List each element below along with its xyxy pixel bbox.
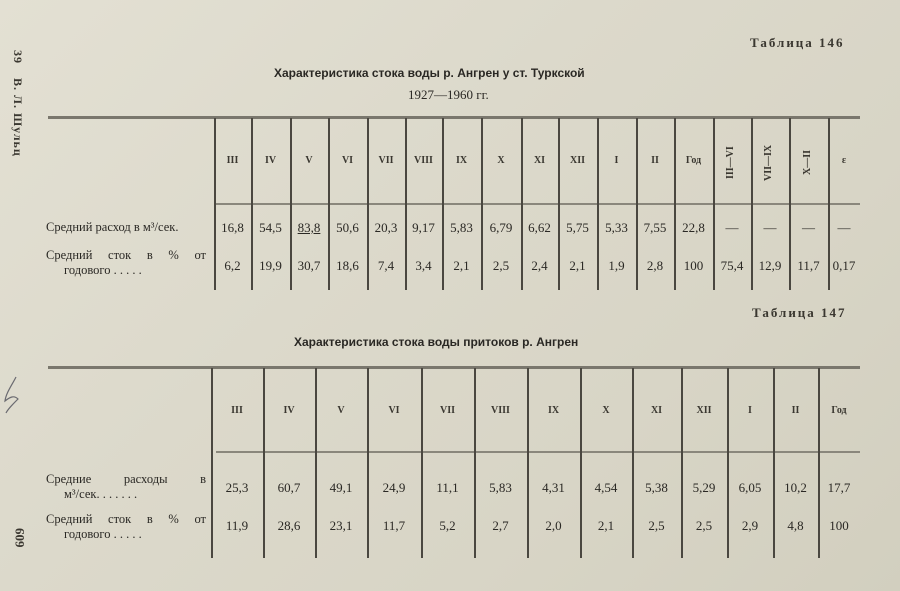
table-cell: 12,9	[758, 258, 782, 273]
column-header: XI	[533, 155, 546, 166]
table-cell: 54,5	[259, 220, 282, 235]
table-cell: 3,4	[415, 258, 432, 273]
column-header: Год	[831, 405, 847, 416]
table-cell: 11,7	[797, 258, 820, 273]
table-146-title: Характеристика стока воды р. Ангрен у ст. Туркской	[274, 66, 585, 80]
table-147-title: Характеристика стока воды притоков р. Ангрен	[294, 335, 579, 349]
table-cell: 28,6	[277, 518, 301, 533]
table-cell: 60,7	[277, 480, 301, 495]
table-cell: 19,9	[259, 258, 282, 273]
table-cell: 6,05	[738, 480, 762, 495]
table-cell: 4,54	[594, 480, 618, 495]
row-label-discharge-line2: м³/сек. . . . . . .	[64, 487, 138, 501]
table-cell: 5,83	[489, 480, 512, 495]
column-header: XI	[650, 405, 663, 416]
table-cell: 24,9	[382, 480, 406, 495]
table-cell: 18,6	[336, 258, 359, 273]
table-147-label: Таблица 147	[752, 305, 847, 320]
table-cell: 100	[683, 258, 704, 273]
column-header: II	[791, 405, 800, 416]
table-cell: 100	[829, 518, 849, 533]
table-cell: 83,8	[297, 220, 321, 235]
column-header: VIII	[414, 155, 433, 166]
page-footer-number: 609	[12, 528, 27, 548]
table-cell: 11,9	[225, 518, 249, 533]
row-label-runoff-line2: годового . . . . .	[64, 263, 142, 277]
column-header: I	[748, 405, 752, 416]
pencil-mark-icon	[2, 375, 24, 415]
column-header: VII—IX	[763, 144, 774, 181]
table-cell: 11,7	[382, 518, 406, 533]
table-cell: 75,4	[720, 258, 744, 273]
table-cell: 16,8	[221, 220, 244, 235]
table-cell: 6,2	[224, 258, 241, 273]
column-header: XII	[696, 405, 712, 416]
table-cell: 5,75	[566, 220, 589, 235]
table-147-header-rule	[216, 451, 860, 453]
table-cell: 2,5	[492, 258, 510, 273]
table-cell: 25,3	[225, 480, 249, 495]
table-cell: —	[763, 220, 777, 235]
table-cell: 4,31	[542, 480, 565, 495]
table-cell: 2,9	[741, 518, 759, 533]
table-cell: 2,4	[531, 258, 548, 273]
column-header: IX	[455, 155, 468, 166]
author-name: В. Л. Шульц	[11, 78, 25, 157]
table-cell: 17,7	[827, 480, 851, 495]
column-header: III—VI	[725, 146, 736, 179]
table-cell: 2,5	[695, 518, 713, 533]
column-header: II	[651, 155, 659, 166]
table-cell: 0,17	[832, 258, 856, 273]
table-146-years: 1927—1960 гг.	[408, 87, 489, 102]
column-header: V	[337, 405, 345, 416]
table-cell: 2,5	[648, 518, 665, 533]
table-cell: 7,4	[377, 258, 395, 273]
table-cell: 7,55	[643, 220, 667, 235]
row-label-runoff-line1: Средний сток в % от	[46, 248, 206, 262]
table-cell: 2,0	[545, 518, 562, 533]
table-cell: 50,6	[336, 220, 359, 235]
column-header: III	[231, 405, 243, 416]
table-cell: 30,7	[297, 258, 321, 273]
column-header: VIII	[491, 405, 510, 416]
column-header: VI	[388, 405, 400, 416]
table-cell: 5,2	[439, 518, 456, 533]
table-146-label: Таблица 146	[750, 35, 845, 50]
table-cell: 9,17	[412, 220, 435, 235]
table-cell: 49,1	[329, 480, 353, 495]
column-header: IV	[264, 155, 277, 166]
table-cell: 4,8	[787, 518, 804, 533]
column-header: ε	[841, 155, 847, 166]
table-146-header-rule	[215, 203, 860, 205]
column-header: VII	[378, 155, 394, 166]
table-cell: 5,38	[645, 480, 668, 495]
table-cell: 5,29	[692, 480, 716, 495]
row-label-discharge-line1: Средние расходы в	[46, 472, 206, 486]
row-label-runoff-line1: Средний сток в % от	[46, 512, 206, 526]
row-label-mean-discharge: Средний расход в м³/сек.	[46, 220, 179, 234]
table-cell: 2,1	[453, 258, 470, 273]
column-header: X	[497, 155, 505, 166]
column-header: Год	[685, 155, 702, 166]
page-number-top: 39	[11, 50, 25, 64]
table-cell: 6,79	[489, 220, 513, 235]
table-cell: 2,1	[597, 518, 615, 533]
column-header: III	[226, 155, 239, 166]
column-header: I	[614, 155, 619, 166]
table-cell: 22,8	[682, 220, 705, 235]
table-cell: 11,1	[436, 480, 459, 495]
table-147-top-rule	[48, 366, 860, 369]
running-header	[10, 50, 25, 167]
column-header: IX	[547, 405, 560, 416]
table-cell: 20,3	[374, 220, 398, 235]
table-cell: 1,9	[608, 258, 625, 273]
column-header: VI	[341, 155, 354, 166]
table-cell: 2,1	[569, 258, 586, 273]
table-cell: 23,1	[329, 518, 353, 533]
table-cell: 5,83	[450, 220, 473, 235]
table-cell: 2,7	[492, 518, 509, 533]
table-cell: 2,8	[646, 258, 664, 273]
column-header: X	[602, 405, 610, 416]
column-header: V	[305, 155, 313, 166]
row-label-runoff-line2: годового . . . . .	[64, 527, 142, 541]
table-146-top-rule	[48, 116, 860, 119]
table-cell: —	[725, 220, 739, 235]
table-cell: 5,33	[605, 220, 628, 235]
column-header: XII	[569, 155, 585, 166]
column-header: IV	[283, 405, 295, 416]
column-header: VII	[439, 405, 455, 416]
table-cell: 6,62	[528, 220, 551, 235]
table-cell: —	[802, 220, 815, 235]
column-header: X—II	[801, 150, 813, 176]
table-cell: —	[837, 220, 851, 235]
table-cell: 10,2	[784, 480, 807, 495]
